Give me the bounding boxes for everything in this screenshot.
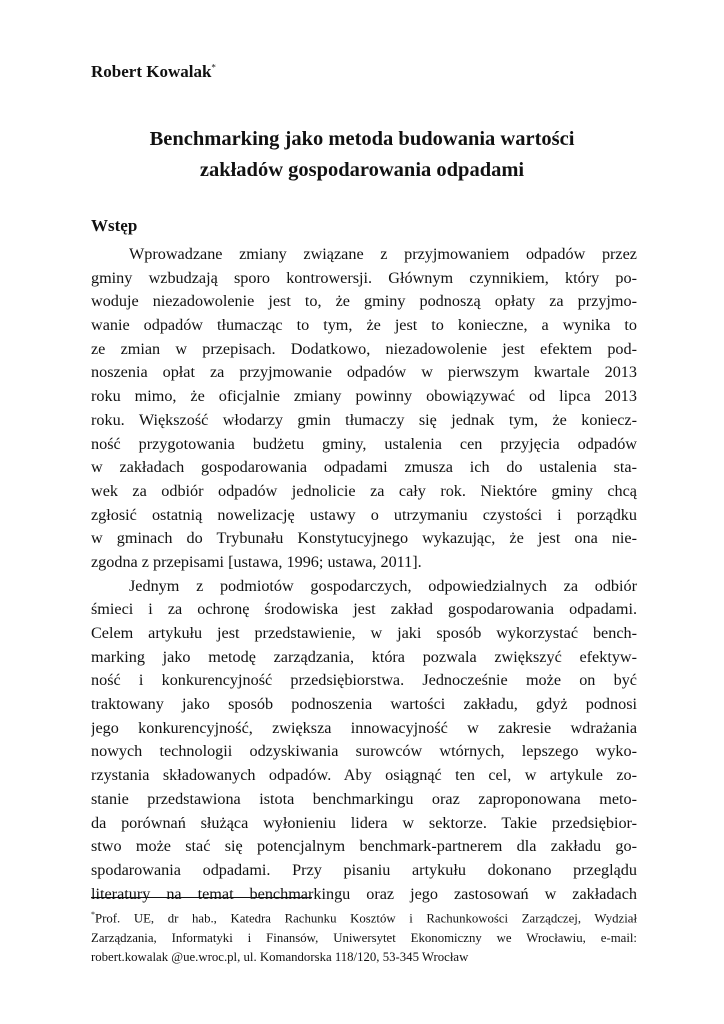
footnote-line-1: *Prof. UE, dr hab., Katedra Rachunku Kosztów i Rachunkowości Zarządczej, Wydział <box>91 910 637 926</box>
text-line: ność i konkurencyjność przedsiębiorstwa. Jednocześnie może on być <box>91 671 637 690</box>
text-line: noszenia opłat za przyjmowanie odpadów w pierwszym kwartale 2013 <box>91 363 637 382</box>
footnote-mark: * <box>91 910 95 919</box>
text-line: Celem artykułu jest przedstawienie, w jaki sposób wykorzystać bench- <box>91 624 637 642</box>
text-line: stanie przedstawiona istota benchmarkingu oraz zaproponowana meto- <box>91 789 637 808</box>
text-line: gminy wzbudzają sporo kontrowersji. Głównym czynnikiem, który po- <box>91 268 637 287</box>
footnote-line-2: Zarządzania, Informatyki i Finansów, Uniwersytet Ekonomiczny we Wrocławiu, e-mail: <box>91 930 637 945</box>
text-line: wek za odbiór odpadów jednolicie za cały rok. Niektóre gminy chcą <box>91 481 637 500</box>
text-line: nowych technologii odzyskiwania surowców wtórnych, lepszego wyko- <box>91 742 637 761</box>
text-line: literatury na temat benchmarkingu oraz jego zastosowań w zakładach <box>91 884 637 903</box>
text-line: w zakładach gospodarowania odpadami zmusza ich do ustalenia sta- <box>91 458 637 477</box>
footnote-line-3: robert.kowalak @ue.wroc.pl, ul. Komandorska 118/120, 53-345 Wrocław <box>91 949 469 964</box>
text-line: zgodna z przepisami [ustawa, 1996; ustawa, 2011]. <box>91 552 422 571</box>
text-line: spodarowania odpadami. Przy pisaniu artykułu dokonano przeglądu <box>91 860 637 879</box>
text-line: jego konkurencyjność, zwiększa innowacyjność w zakresie wdrażania <box>91 718 637 737</box>
paragraph-2 <box>91 575 637 907</box>
section-heading: Wstęp <box>91 216 138 235</box>
text-line: w gminach do Trybunału Konstytucyjnego wykazując, że jest ona nie- <box>91 529 637 548</box>
text-line: woduje niezadowolenie jest to, że gminy podnoszą opłaty za przyjmo- <box>91 292 637 311</box>
title-line-1: Benchmarking jako metoda budowania wartości <box>149 128 575 150</box>
text-line: roku mimo, że oficjalnie zmiany powinny obowiązywać od lipca 2013 <box>91 387 637 406</box>
text-line: Jednym z podmiotów gospodarczych, odpowiedzialnych za odbiór <box>129 576 637 595</box>
author-footnote-mark: * <box>211 62 216 73</box>
paragraph-1 <box>91 243 637 575</box>
text-line: ze zmian w przepisach. Dodatkowo, niezadowolenie jest efektem pod- <box>91 339 637 358</box>
footnote-separator <box>91 897 312 898</box>
author-name: Robert Kowalak* <box>91 62 216 81</box>
text-line: Wprowadzane zmiany związane z przyjmowaniem odpadów przez <box>129 245 637 263</box>
text-line: stwo może stać się potencjalnym benchmark-partnerem dla zakładu go- <box>91 837 637 856</box>
text-line: da porównań służąca wyłonieniu lidera w sektorze. Takie przedsiębior- <box>91 813 637 832</box>
text-line: zgłosić ostatnią nowelizację ustawy o utrzymaniu czystości i porządku <box>91 505 637 524</box>
text-line: śmieci i za ochronę środowiska jest zakład gospodarowania odpadami. <box>91 600 637 619</box>
text-line: marking jako metodę zarządzania, która pozwala zwiększyć efektyw- <box>91 647 637 666</box>
text-line: roku. Większość włodarzy gmin tłumaczy się jednak tym, że koniecz- <box>91 410 637 429</box>
text-line: rzystania składowanych odpadów. Aby osiągnąć ten cel, w artykule zo- <box>91 766 637 785</box>
title-line-2: zakładów gospodarowania odpadami <box>199 159 525 181</box>
body-text <box>91 243 637 906</box>
text-line: ność przygotowania budżetu gminy, ustalenia cen przyjęcia odpadów <box>91 434 637 453</box>
paper-title <box>80 124 644 186</box>
footnote <box>91 905 637 967</box>
text-line: traktowany jako sposób podnoszenia wartości zakładu, gdyż podnosi <box>91 695 637 714</box>
text-line: wanie odpadów tłumacząc to tym, że jest to konieczne, a wynika to <box>91 316 637 335</box>
